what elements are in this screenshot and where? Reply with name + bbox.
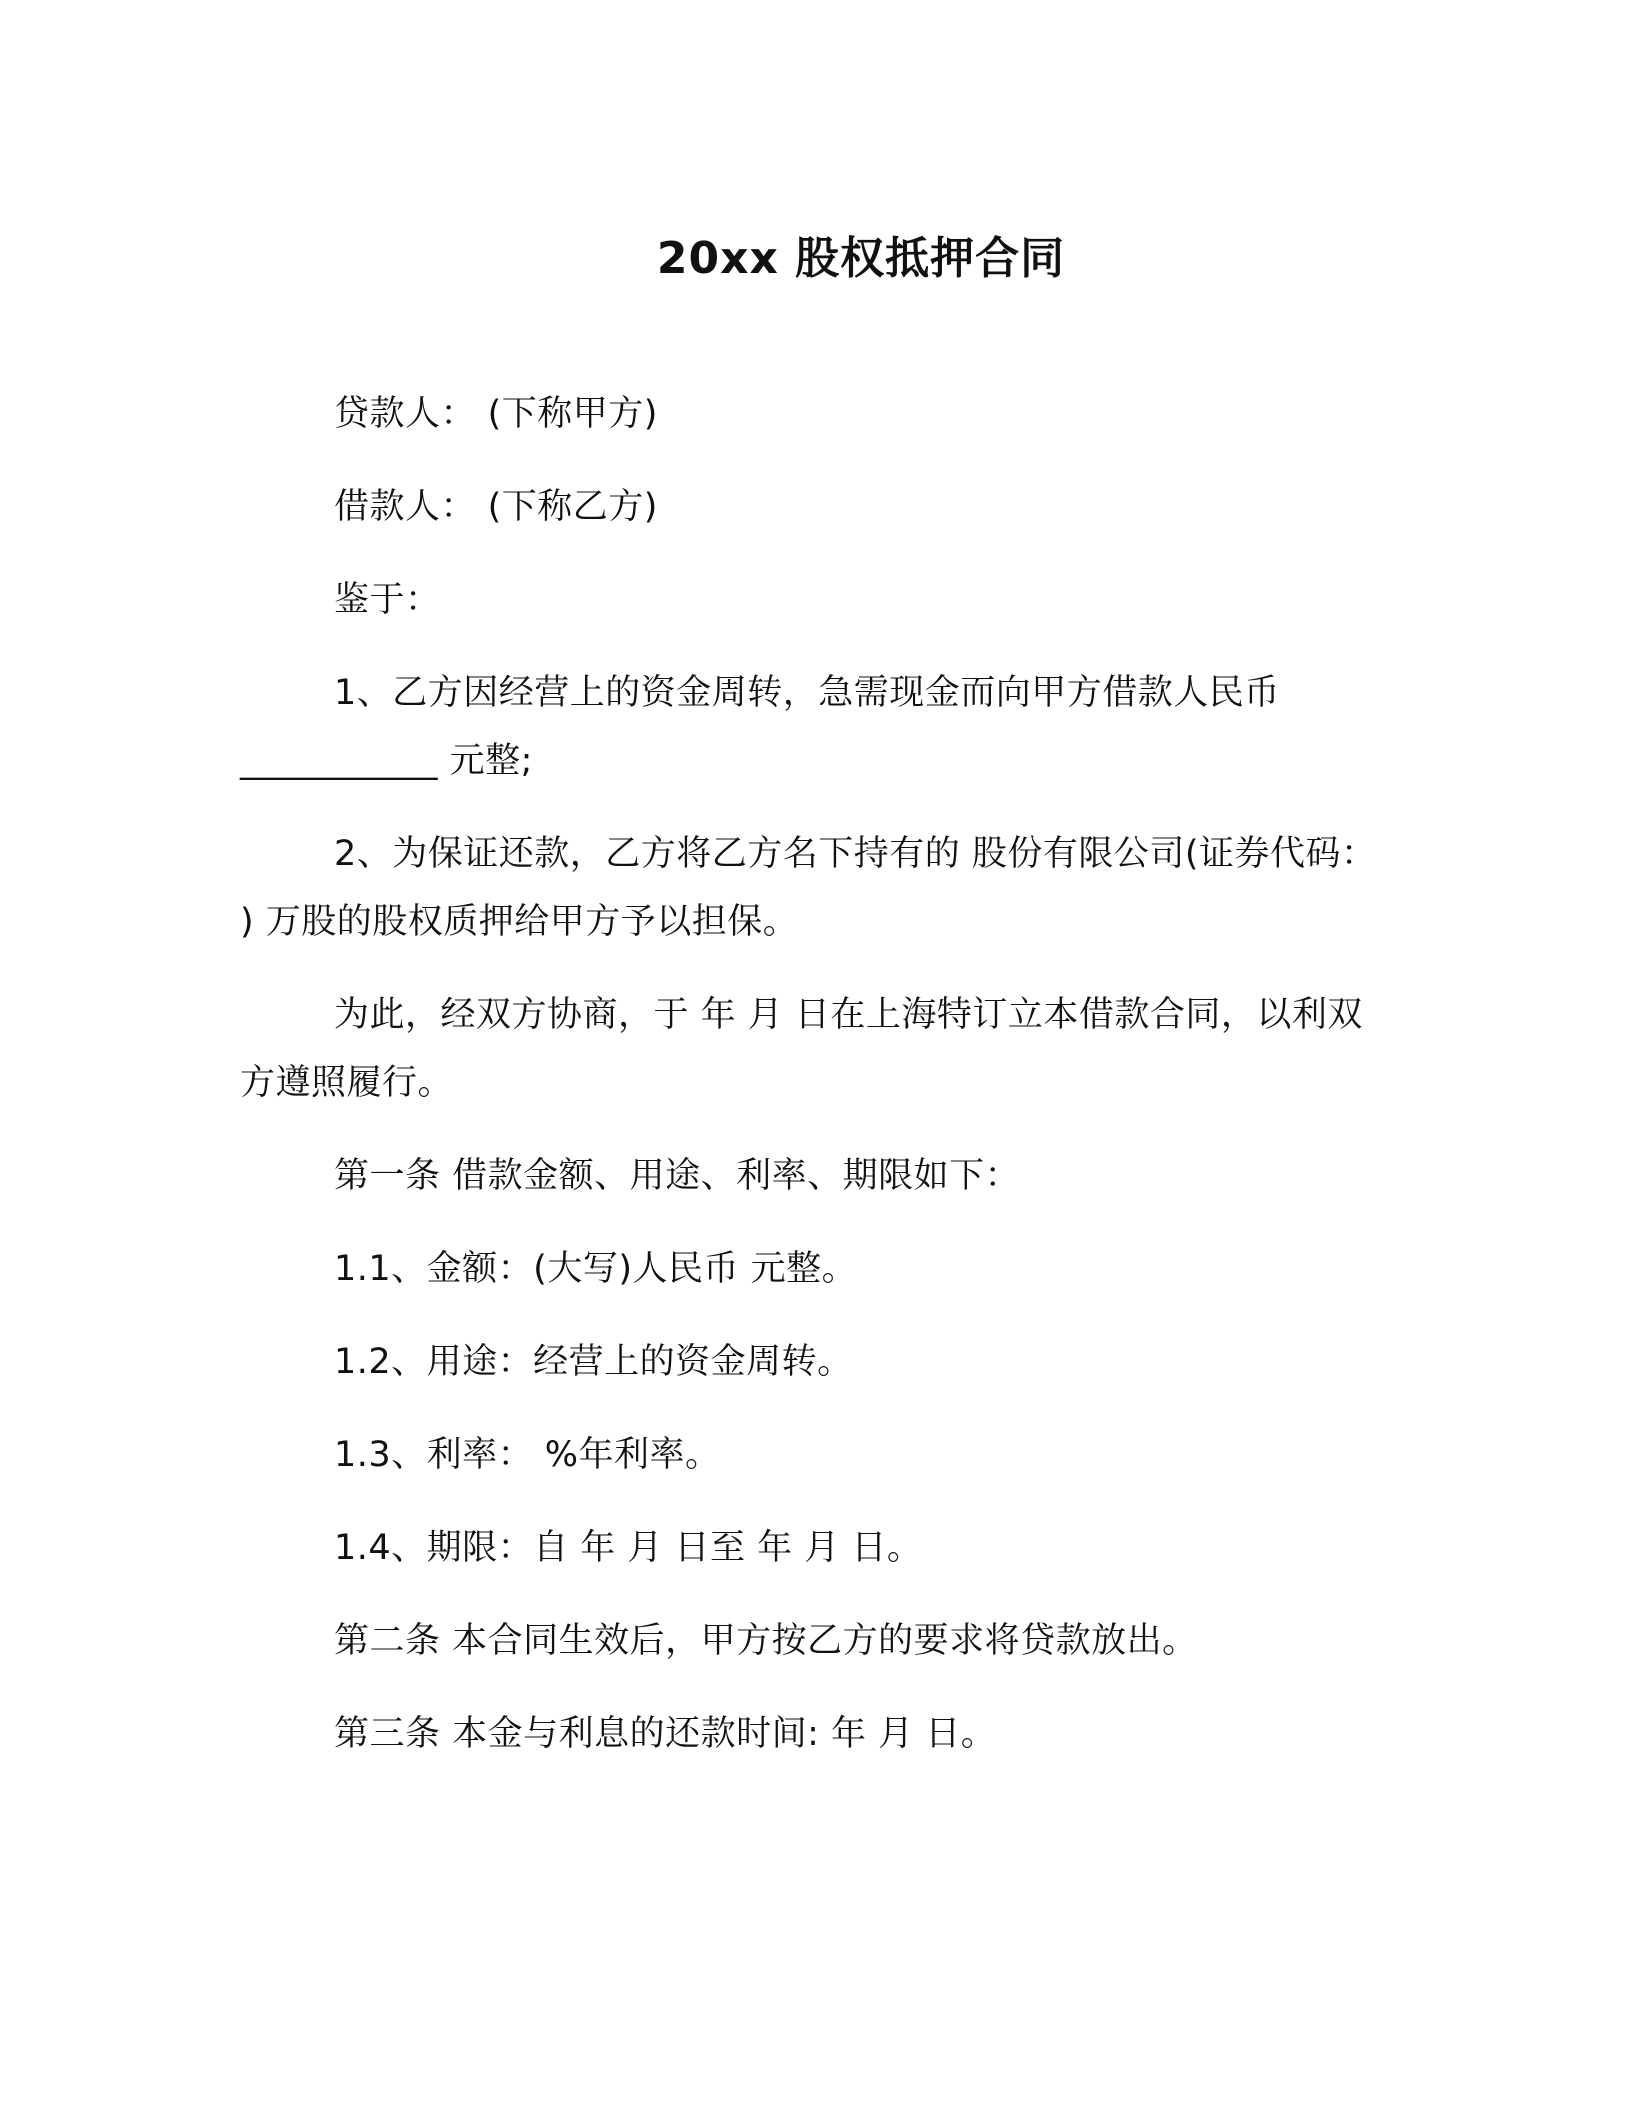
article-1-purpose: 1.2、用途：经营上的资金周转。 xyxy=(334,1342,853,1382)
article-3: 第三条 本金与利息的还款时间: 年 月 日。 xyxy=(334,1714,997,1754)
article-2: 第二条 本合同生效后，甲方按乙方的要求将贷款放出。 xyxy=(334,1621,1198,1661)
article-1-term: 1.4、期限：自 年 月 日至 年 月 日。 xyxy=(334,1528,923,1568)
article-1-rate: 1.3、利率： %年利率。 xyxy=(334,1435,721,1475)
paragraph-clause-2: 2、为保证还款，乙方将乙方名下持有的 股份有限公司(证券代码： ) 万股的股权质押给甲方予以担保。 xyxy=(240,834,1389,942)
document-body xyxy=(240,380,1389,1793)
document-title: 20xx 股权抵押合同 xyxy=(656,233,1066,284)
article-1-heading: 第一条 借款金额、用途、利率、期限如下： xyxy=(334,1156,1021,1196)
paragraph-borrower: 借款人： (下称乙方) xyxy=(334,487,658,527)
paragraph-clause-1: 1、乙方因经营上的资金周转，急需现金而向甲方借款人民币___________ 元整; xyxy=(240,673,1280,781)
paragraph-agreement: 为此，经双方协商，于 年 月 日在上海特订立本借款合同，以利双方遵照履行。 xyxy=(240,995,1363,1103)
paragraph-whereas: 鉴于： xyxy=(334,580,441,620)
paragraph-lender: 贷款人： (下称甲方) xyxy=(334,394,658,434)
article-1-amount: 1.1、金额：(大写)人民币 元整。 xyxy=(334,1249,858,1289)
